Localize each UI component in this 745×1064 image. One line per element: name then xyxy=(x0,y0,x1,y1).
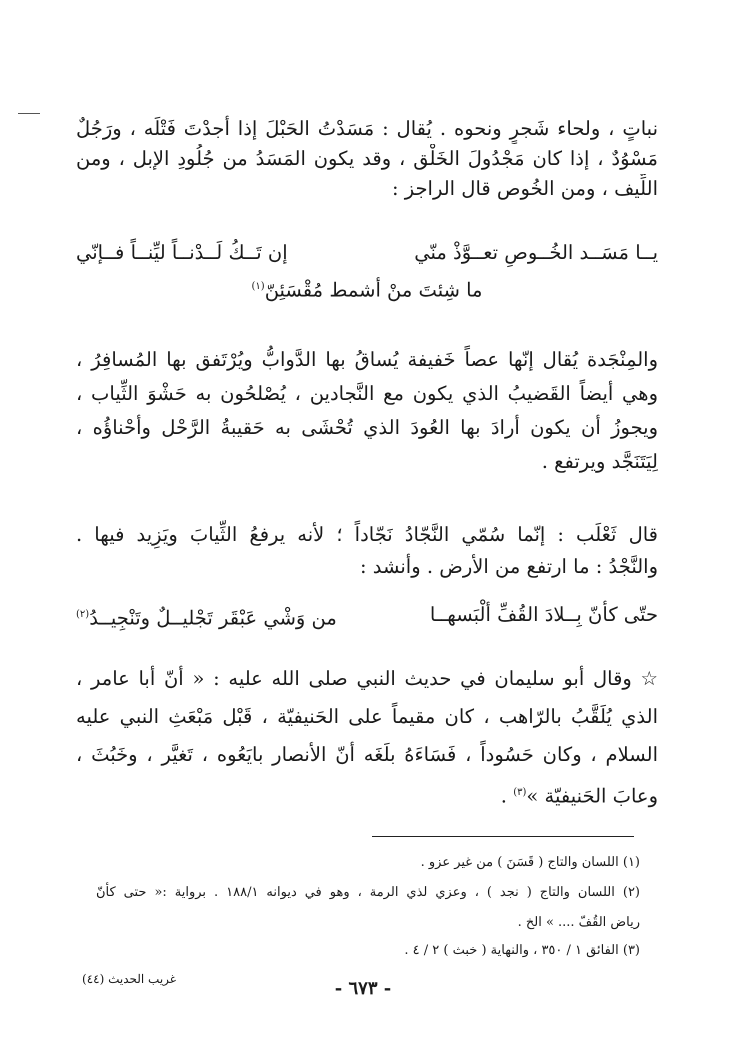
verse-2 xyxy=(76,600,658,634)
verse-line xyxy=(76,600,658,634)
paragraph-1 xyxy=(76,114,658,204)
footnote-2-cont: رياض القُفّ .... » الخ . xyxy=(517,915,640,930)
paragraph-3 xyxy=(76,520,658,582)
footnote-ref: (٣) xyxy=(513,787,527,798)
verse-hemistich-right: يــا مَسَــد الخُــوصِ تعــوَّذْ منّي xyxy=(414,241,658,264)
paragraph-4 xyxy=(76,664,658,808)
footnote-divider xyxy=(372,836,634,837)
verse-line-2 xyxy=(76,272,658,306)
paragraph-2 xyxy=(76,345,658,477)
margin-mark xyxy=(18,113,40,114)
footnote-3: (٣) الفائق ١ / ٣٥٠ ، والنهاية ( خبث ) ٢ / ٤ . xyxy=(404,943,640,958)
text-line: لِيَتَنَجَّد ويرتفع . xyxy=(541,450,658,473)
verse-text: ما شِئتَ منْ أشمط مُقْسَئِنّ xyxy=(264,278,483,302)
text-line: ويجوزُ أن يكون أرادَ بها العُودَ الذي تُحْشَى به حَقيبةُ الرَّحْل وأحْناؤُه ، xyxy=(76,416,658,439)
text-line: وهي أيضاً القَضيبُ الذي يكون مع النَّجادين ، يُصْلحُون به حَشْوَ الثِّياب ، xyxy=(76,382,658,405)
footnote-ref: (٢) xyxy=(76,609,90,620)
text-span: وعابَ الحَنيفيّة » xyxy=(526,784,658,808)
running-head: غريب الحديث (٤٤) xyxy=(82,972,177,986)
verse-line xyxy=(76,238,658,268)
page-number: - ٦٧٣ - xyxy=(334,978,392,999)
text-line: السلام ، وكان حَسُوداً ، فَسَاءَهُ بلَغَه أنّ الأنصار بايَعُوه ، تَغيَّر ، وخَبُثَ ، xyxy=(76,743,658,766)
verse-1 xyxy=(76,238,658,306)
verse-hemistich-right: حتّى كأنّ بِــلادَ القُفِّ ألْبَسهــا xyxy=(429,603,658,626)
text-line: مَسْوُدٌ ، إذا كان مَجْدُولَ الخَلْق ، وقد يكون المَسَدُ من جُلُودِ الإبل ، ومن xyxy=(76,147,658,170)
text-line: وعابَ الحَنيفيّة »$^{(٣)}$ . xyxy=(500,784,658,808)
footnote-ref: (١) xyxy=(251,281,265,292)
text-line: اللِّيف ، ومن الخُوص قال الراجز : xyxy=(391,177,658,200)
text-line: الذي يُلَقَّبُ بالرّاهب ، كان مقيماً على الحَنيفيّة ، قَبْل مَبْعَثِ النبي عليه xyxy=(76,705,658,728)
text-line: نباتٍ ، ولحاء شَجرٍ ونحوه . يُقال : مَسَدْتُ الحَبْلَ إذا أجدْتَ فَتْلَه ، ورَجُلٌ xyxy=(76,117,658,140)
text-line: والنَّجْدُ : ما ارتفع من الأرض . وأنشد : xyxy=(359,555,658,578)
verse-hemistich-left xyxy=(76,600,337,634)
verse-second-line xyxy=(252,272,483,306)
footnote-1: (١) اللسان والتاج ( قَسَنَ ) من غير عزو . xyxy=(420,855,640,870)
verse-hemistich-left: إن تَــكُ لَــدْنــاً ليِّنــاً فــإنّي xyxy=(76,241,288,264)
text-line: ☆ وقال أبو سليمان في حديث النبي صلى الله عليه : « أنّ أبا عامر ، xyxy=(76,667,658,690)
footnote-2: (٢) اللسان والتاج ( نجد ) ، وعزي لذي الرمة ، وهو في ديوانه ١٨٨/١ . برواية :« حتى كأنّ xyxy=(96,885,640,900)
verse-text: من وَشْي عَبْقَر تَجْليــلٌ وتَنْجِيــدُ xyxy=(89,606,337,630)
text-line: قال ثَعْلَب : إنّما سُمّي النَّجّادُ نَجّاداً ؛ لأنه يرفعُ الثِّيابَ ويَزِيد فيها . xyxy=(76,523,658,546)
text-line: والمِنْجَدة يُقال إنّها عصاً خَفيفة يُساقُ بها الدَّوابُّ ويُرْتَفق بها المُسافِرُ ، xyxy=(76,348,658,371)
